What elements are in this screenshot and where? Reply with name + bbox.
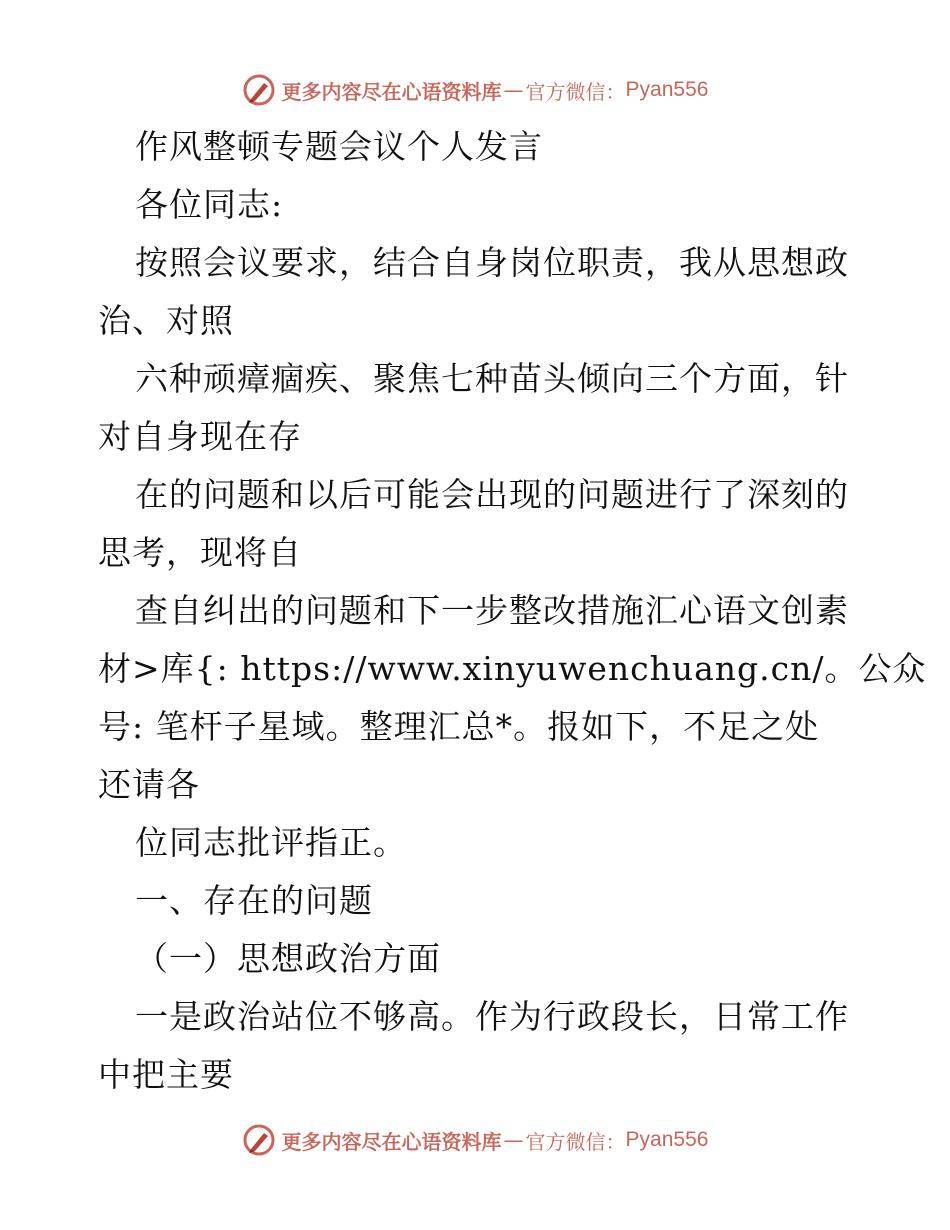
watermark-dash: —: [503, 1128, 524, 1152]
text-line: 号: 笔杆子星域。整理汇总*。报如下，不足之处: [98, 707, 820, 746]
footer-watermark: [0, 1120, 950, 1160]
document-body: [98, 118, 927, 1104]
text-line: 六种顽瘴痼疾、聚焦七种苗头倾向三个方面，针: [135, 359, 849, 398]
watermark-label: 官方微信：: [525, 79, 626, 104]
watermark-id: Pyan556: [625, 1128, 709, 1151]
watermark-text: 更多内容尽在心语资料库: [281, 1129, 502, 1154]
text-line: 位同志批评指正。: [135, 823, 407, 862]
watermark-text: 更多内容尽在心语资料库: [281, 79, 502, 104]
text-line: 治、对照: [98, 301, 234, 340]
text-line: 查自纠出的问题和下一步整改措施汇心语文创素: [135, 591, 849, 630]
text-line: 材>库{: https://www.xinyuwenchuang.cn/。公众: [98, 649, 927, 688]
text-line: 中把主要: [98, 1055, 234, 1094]
text-line: 思考，现将自: [98, 533, 302, 572]
text-line: 各位同志:: [135, 185, 284, 224]
text-line: （一）思想政治方面: [135, 939, 441, 978]
watermark-id: Pyan556: [625, 78, 709, 101]
text-line: 在的问题和以后可能会出现的问题进行了深刻的: [135, 475, 849, 514]
watermark-label: 官方微信：: [525, 1129, 626, 1154]
text-line: 作风整顿专题会议个人发言: [135, 127, 543, 166]
text-line: 按照会议要求，结合自身岗位职责，我从思想政: [135, 243, 849, 282]
header-watermark: [0, 70, 950, 110]
text-line: 对自身现在存: [98, 417, 302, 456]
text-line: 还请各: [98, 765, 200, 804]
watermark-dash: —: [503, 78, 524, 102]
text-line: 一、存在的问题: [135, 881, 373, 920]
pen-logo-icon: [242, 73, 276, 107]
pen-logo-icon: [242, 1123, 276, 1157]
text-line: 一是政治站位不够高。作为行政段长，日常工作: [135, 997, 849, 1036]
